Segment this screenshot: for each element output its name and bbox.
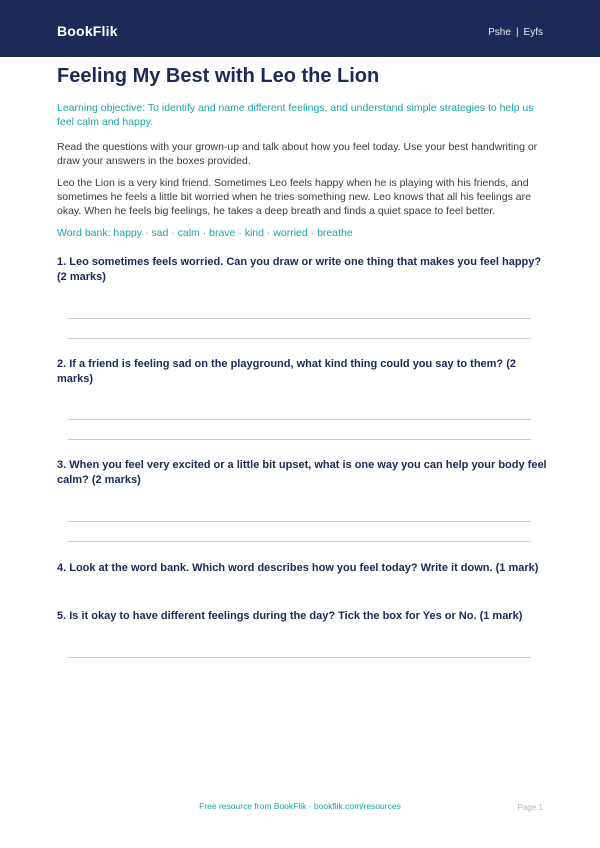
- worksheet-intro: [57, 64, 543, 240]
- story-paragraph: Leo the Lion is a very kind friend. Sometimes Leo feels happy when he is playing with his friends, and sometimes he feels a little bit worried when he tries something new. Leo knows that all his feelings are okay. When he feels big feelings, he takes a deep breath and finds a quiet space to feel better.: [57, 177, 531, 217]
- answer-line-q3-2[interactable]: [68, 541, 531, 542]
- question-2: 2. If a friend is feeling sad on the playground, what kind thing could you say to them? (2 marks): [57, 358, 516, 385]
- footer-credit[interactable]: Free resource from BookFlik · bookflik.com/resources: [199, 801, 401, 811]
- answer-line-q5-1[interactable]: [68, 657, 531, 658]
- learning-objective: Learning objective: To identify and name different feelings, and understand simple strategies to help us feel calm and happy.: [57, 102, 534, 128]
- question-3: 3. When you feel very excited or a little bit upset, what is one way you can help your body feel calm? (2 marks): [57, 459, 547, 486]
- question-5: 5. Is it okay to have different feelings during the day? Tick the box for Yes or No. (1 mark): [57, 610, 523, 622]
- answer-line-q1-1[interactable]: [68, 318, 531, 319]
- header-separator: |: [515, 27, 519, 38]
- answer-line-q1-2[interactable]: [68, 338, 531, 339]
- answer-line-q2-2[interactable]: [68, 439, 531, 440]
- page-header: [0, 0, 600, 57]
- answer-line-q2-1[interactable]: [68, 419, 531, 420]
- word-bank: Word bank: happy · sad · calm · brave · kind · worried · breathe: [57, 227, 353, 239]
- instructions-paragraph: Read the questions with your grown-up and talk about how you feel today. Use your best handwriting or draw your answers in the boxes provided.: [57, 141, 538, 167]
- answer-line-q3-1[interactable]: [68, 521, 531, 522]
- page-title: Feeling My Best with Leo the Lion: [57, 65, 380, 87]
- question-1: 1. Leo sometimes feels worried. Can you draw or write one thing that makes you feel happy? (2 marks): [57, 256, 542, 283]
- question-4: 4. Look at the word bank. Which word describes how you feel today? Write it down. (1 mark): [57, 562, 539, 574]
- subject-label: Pshe: [488, 27, 511, 38]
- brand-logo-text[interactable]: BookFlik: [57, 23, 118, 39]
- page-number: Page 1: [517, 803, 543, 812]
- level-label: Eyfs: [523, 27, 543, 38]
- header-meta: [488, 27, 543, 38]
